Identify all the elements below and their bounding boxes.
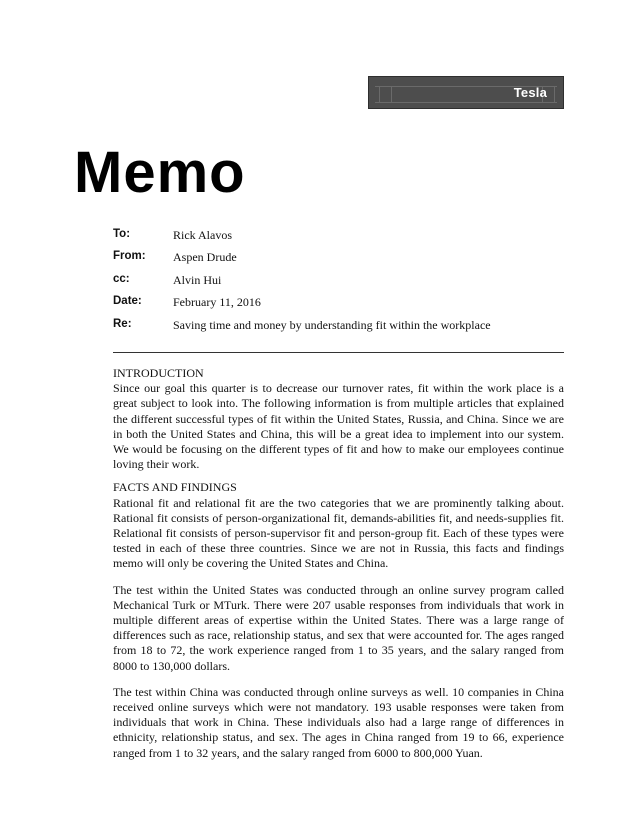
cc-value: Alvin Hui — [173, 273, 222, 287]
banner-tick — [379, 86, 380, 102]
header-re — [113, 318, 573, 338]
header-divider — [113, 352, 564, 353]
header-to — [113, 228, 573, 248]
from-label: From: — [113, 250, 146, 262]
re-value: Saving time and money by understanding fit within the workplace — [173, 318, 491, 332]
company-banner — [368, 76, 564, 109]
intro-heading: INTRODUCTION — [113, 366, 204, 380]
header-date — [113, 295, 573, 315]
to-value: Rick Alavos — [173, 228, 232, 242]
company-name: Tesla — [513, 85, 547, 100]
re-label: Re: — [113, 318, 132, 330]
facts-heading: FACTS AND FINDINGS — [113, 480, 237, 495]
facts-paragraph: Rational fit and relational fit are the two categories that we are prominently talking about. Rational fit consists of person-organizational fit, demands-abilities fit, and needs-supplies fit. Relational fit consists of person-supervisor fit and person-group fit. Each of these types were tested in each of these three countries. Since we are not in Russia, this facts and findings memo will only be covering the United States and China. — [113, 495, 564, 571]
date-value: February 11, 2016 — [173, 295, 261, 309]
china-paragraph: The test within China was conducted through online surveys as well. 10 companies in China received online surveys which were not mandatory. 193 usable responses were taken from individuals that work in China. These individuals also had a large range of differences in ethnicity, relationship status, and sex. The ages in China ranged from 19 to 66, experience ranged from 1 to 32 years, and the salary ranged from 6000 to 800,000 Yuan. — [113, 684, 564, 760]
header-from — [113, 250, 573, 270]
intro-paragraph: Since our goal this quarter is to decrease our turnover rates, fit within the work place is a great subject to look into. The following information is from multiple articles that explained the different successful types of fit within the United States, Russia, and China. Since we are in both the United States and China, this will be a great idea to implement into our system. We would be focusing on the different types of fit and how to make our employees continue loving their work. — [113, 381, 564, 472]
from-value: Aspen Drude — [173, 250, 237, 264]
memo-title: Memo — [74, 140, 246, 205]
cc-label: cc: — [113, 273, 130, 285]
to-label: To: — [113, 228, 131, 240]
date-label: Date: — [113, 295, 142, 307]
memo-body — [113, 366, 564, 761]
banner-tick — [554, 86, 555, 102]
banner-tick — [391, 86, 392, 102]
us-paragraph: The test within the United States was conducted through an online survey program called Mechanical Turk or MTurk. There were 207 usable responses from individuals that work in multiple different areas of expertise within the United States. There was a large range of differences such as race, relationship status, and sex that were accounted for. The ages ranged from 18 to 72, the work experience ranged from 1 to 35 years, and the salary ranged from 8000 to 130,000 dollars. — [113, 582, 564, 673]
header-cc — [113, 273, 573, 293]
